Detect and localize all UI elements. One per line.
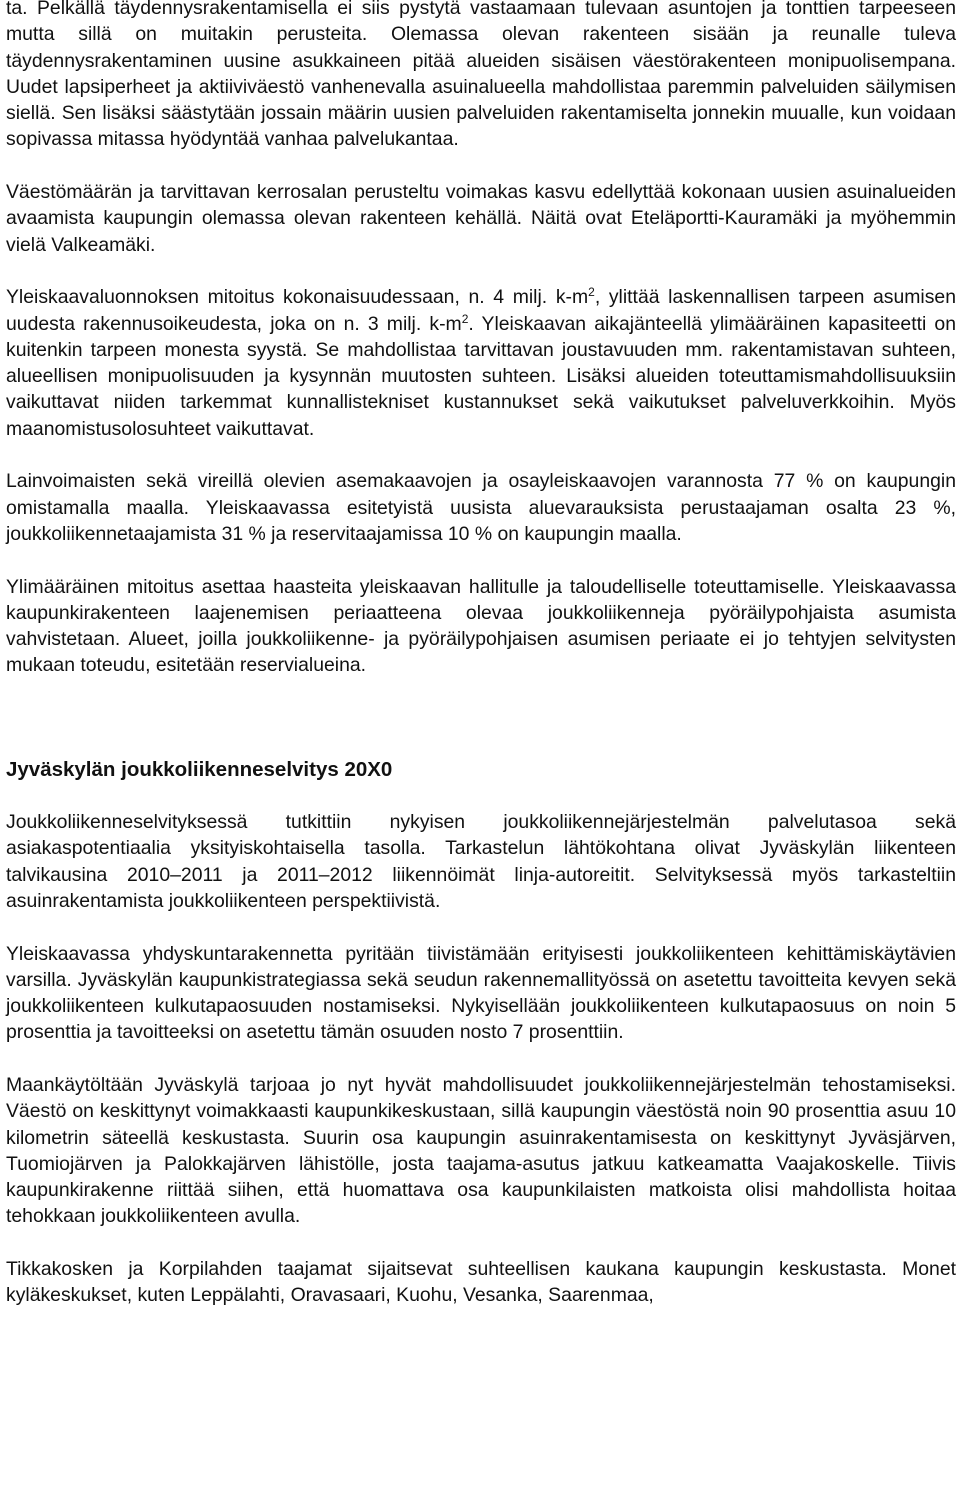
document-page bbox=[6, 0, 956, 1335]
section-heading: Jyväskylän joukkoliikenneselvitys 20X0 bbox=[6, 757, 393, 781]
paragraph-new-areas: Väestömäärän ja tarvittavan kerrosalan perusteltu voimakas kasvu edellyttää kokonaan uusien asuinalueiden avaamista kaupungin olemassa olevan rakenteen kehällä. Näitä ovat Eteläportti-Kauramäki ja myöhemmin vielä Valkeamäki. bbox=[6, 181, 956, 256]
paragraph-dimensioning bbox=[6, 284, 956, 442]
paragraph-outer-towns: Tikkakosken ja Korpilahden taajamat sijaitsevat suhteellisen kaukana kaupungin keskustasta. Monet kyläkeskukset, kuten Leppälahti, Oravasaari, Kuohu, Vesanka, Saarenmaa, bbox=[6, 1258, 956, 1307]
paragraph-infill: ta. Pelkällä täydennysrakentamisella ei siis pystytä vastaamaan tulevaan asuntojen ja tonttien tarpeeseen mutta sillä on muitakin perusteita. Olemassa olevan rakenteen sisään ja reunalle tuleva täydennysrakentaminen uusine asukkaineen pitää alueiden sisäisen väestörakenteen monipuolisempana. Uudet lapsiperheet ja aktiiviväestö vanhenevalla asuinalueella mahdollistaa paremmin palveluiden säilymisen siellä. Sen lisäksi säästytään jossain määrin uusien palveluiden rakentamiselta jonnekin muualle, kun voidaan sopivassa mitassa hyödyntää vanhaa palvelukantaa. bbox=[6, 0, 956, 151]
paragraph-transit-corridors: Yleiskaavassa yhdyskuntarakennetta pyritään tiivistämään erityisesti joukkoliikenteen kehittämiskäytävien varsilla. Jyväskylän kaupunkistrategiassa sekä seudun rakennemallityössä on asetettu tavoitteita kevyen sekä joukkoliikenteen kulkutapaosuuden nostamiseksi. Nykyisellään joukkoliikenteen kulkutapaosuus on noin 5 prosenttia ja tavoitteeksi on asetettu tämän osuuden nosto 7 prosenttiin. bbox=[6, 942, 956, 1044]
paragraph-transit-study: Joukkoliikenneselvityksessä tutkittiin nykyisen joukkoliikennejärjestelmän palvelutasoa sekä asiakaspotentiaalia yksityiskohtaisella tasolla. Tarkastelun lähtökohtana olivat Jyväskylän liikenteen talvikausina 2010–2011 ja 2011–2012 liikennöimät linja-autoreitit. Selvityksessä myös tarkasteltiin asuinrakentamista joukkoliikenteen perspektiivistä. bbox=[6, 811, 956, 912]
superscript-2: 2 bbox=[588, 285, 595, 300]
dimensioning-text-a: Yleiskaavaluonnoksen mitoitus kokonaisuudessaan, n. 4 milj. k-m bbox=[6, 286, 589, 309]
superscript-2b: 2 bbox=[461, 311, 469, 326]
dimensioning-text-c: . Yleiskaavan aikajänteellä ylimääräinen kapasiteetti on kuitenkin tarpeen monesta syystä. Se mahdollistaa tarvittavan joustavuuden mm. rakentamistavan suhteen, alueellisen monipuolisuuden ja kysynnän muutosten suhteen. Lisäksi alueiden toteuttamismahdollisuuksiin vaikuttavat niiden tarkemmat kunnallistekniset kustannukset sekä vaikutukset palveluverkkoihin. Myös maanomistusolosuhteet vaikuttavat. bbox=[6, 312, 956, 440]
paragraph-land-use: Maankäytöltään Jyväskylä tarjoaa jo nyt hyvät mahdollisuudet joukkoliikennejärjestelmän tehostamiseksi. Väestö on keskittynyt voimakkaasti kaupunkikeskustaan, sillä kaupungin väestöstä noin 90 prosenttia asuu 10 kilometrin säteellä keskustasta. Suurin osa kaupungin asuinrakentamisesta on keskittynyt Jyväsjärven, Tuomiojärven ja Palokkajärven lähistölle, josta taajama-asutus jatkuu katkeamatta Vaajakoskelle. Tiivis kaupunkirakenne riittää siihen, että huomattava osa kaupunkilaisten matkoista olisi mahdollista hoitaa tehokkaan joukkoliikenteen avulla. bbox=[6, 1073, 956, 1228]
paragraph-land-ownership: Lainvoimaisten sekä vireillä olevien asemakaavojen ja osayleiskaavojen varannosta 77 % on kaupungin omistamalla maalla. Yleiskaavassa esitetyistä uusista aluevarauksista perustaajaman osalta 23 %, joukkoliikennetaajamista 31 % ja reservitaajamissa 10 % on kaupungin maalla. bbox=[6, 470, 956, 545]
paragraph-excess-capacity: Ylimääräinen mitoitus asettaa haasteita yleiskaavan hallitulle ja taloudelliselle toteuttamiselle. Yleiskaavassa kaupunkirakenteen laajenemisen periaatteena olevaa joukkoliikenneja pyöräilypohjaista asumista vahvistetaan. Alueet, joilla joukkoliikenne- ja pyöräilypohjaisen asumisen periaate ei jo tehtyjen selvitysten mukaan toteudu, esitetään reservialueina. bbox=[6, 575, 956, 677]
dimensioning-text-b: , ylittää laskennallisen tarpeen asumisen uudesta rakennusoikeudesta, joka on n. 3 milj. k-m bbox=[6, 286, 956, 335]
